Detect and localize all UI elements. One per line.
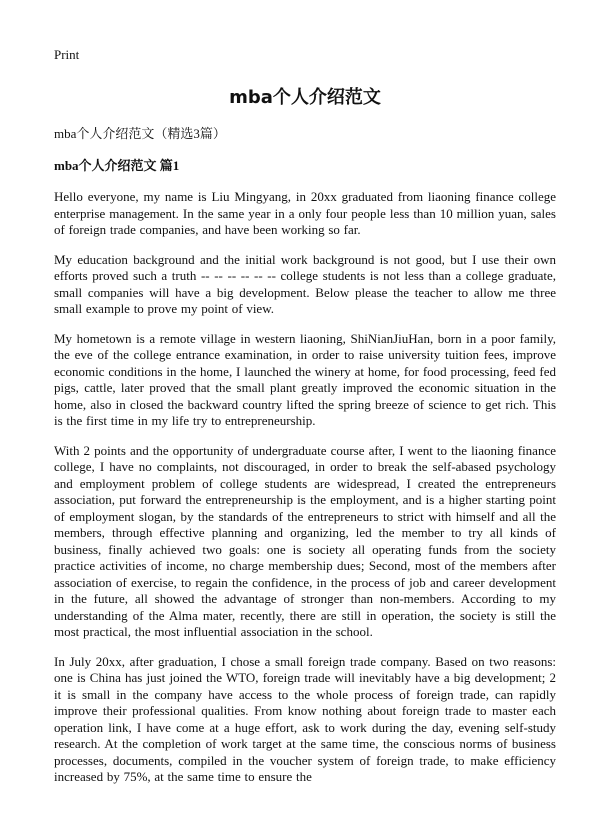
document-body bbox=[54, 189, 556, 786]
section-title: mba个人介绍范文 篇1 bbox=[54, 158, 180, 173]
paragraph-2: My education background and the initial work background is not good, but I use their own efforts proved such a truth -- -- -- -- -- -- college students is not less than a college graduate, small companies will have a big development. Below please the teacher to allow me three small example to prove my point of view. bbox=[54, 251, 556, 316]
paragraph-3: My hometown is a remote village in western liaoning, ShiNianJiuHan, born in a poor family, the eve of the college entrance examination, in order to raise university tuition fees, improve economic conditions in the home, I launched the winery at home, for food processing, feed fed pigs, cattle, later proved that the small plant greatly improved the economic situation in the home, also in closed the backward country lifted the spring breeze of science to get rich. This is the first time in my life try to entrepreneurship. bbox=[54, 330, 556, 428]
paragraph-4: With 2 points and the opportunity of undergraduate course after, I went to the liaoning finance college, I have no complaints, not discouraged, in order to break the self-abased psychology and employment problem of college students are widespread, I created the entrepreneurs association, put forward the entrepreneurship is the employment, and is a higher starting point of employment slogan, by the standards of the entrepreneurs to strict with himself and all the members, through effective planning and organizing, led the member to try all kinds of business, finally achieved two goals: one is society all operating funds from the society practice activities of income, no charge membership dues; Second, most of the members after association of exercise, to regain the confidence, in the process of job and career development in the future, all showed the advantage of stronger than non-members. According to my understanding of the Alma mater, recently, there are still in operation, the society is still the most practical, the most influential association in the school. bbox=[54, 442, 556, 639]
document-subtitle: mba个人介绍范文（精选3篇） bbox=[54, 126, 226, 141]
print-link[interactable]: Print bbox=[54, 47, 80, 62]
paragraph-5: In July 20xx, after graduation, I chose a small foreign trade company. Based on two reasons: one is China has just joined the WTO, foreign trade will inevitably have a big development; 2 it is small in the company have access to the whole process of foreign trade, can rapidly improve their professional qualities. From know nothing about foreign trade to master each operation link, I have come at a huge effort, ask to work during the day, evening self-study research. At the completion of work target at the same time, the conscious norms of business processes, documents, compiled in the voucher system of foreign trade, to make efficiency increased by 75%, at the same time to ensure the bbox=[54, 653, 556, 784]
paragraph-1: Hello everyone, my name is Liu Mingyang, in 20xx graduated from liaoning finance college enterprise management. In the same year in a only four people less than 10 million yuan, sales of foreign trade companies, and have been working so far. bbox=[54, 189, 556, 237]
document-title: mba个人介绍范文 bbox=[229, 87, 381, 108]
